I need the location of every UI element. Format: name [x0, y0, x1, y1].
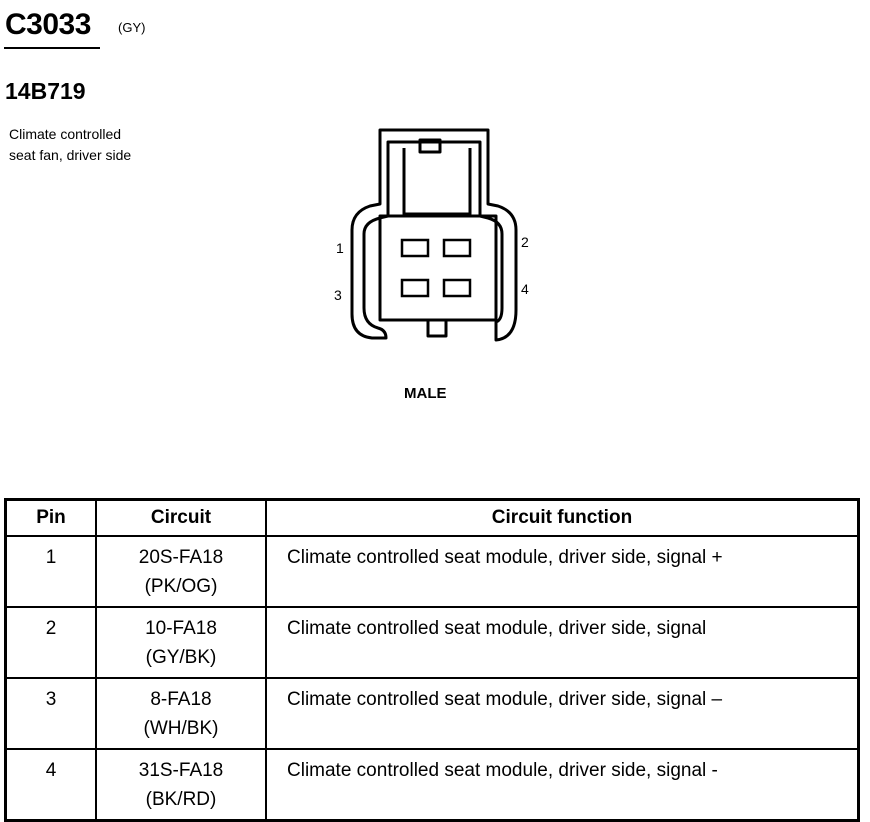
circuit-id: 10-FA18	[145, 618, 217, 639]
pin-cavity-1	[402, 240, 428, 256]
circuit-cell	[96, 607, 266, 678]
description	[9, 124, 209, 166]
function-cell: Climate controlled seat module, driver side, signal –	[266, 678, 859, 749]
header-circuit-function: Circuit function	[266, 500, 859, 537]
circuit-cell	[96, 678, 266, 749]
circuit-id: 31S-FA18	[138, 760, 224, 781]
table-header-row	[6, 500, 859, 537]
housing-outline	[352, 130, 516, 340]
function-cell: Climate controlled seat module, driver side, signal -	[266, 749, 859, 821]
wire-color: (PK/OG)	[144, 576, 218, 597]
connector-id: C3033	[5, 8, 91, 41]
pin-cell: 2	[6, 607, 97, 678]
latch-slot	[404, 148, 470, 214]
circuit-cell	[96, 536, 266, 607]
pin-cell: 1	[6, 536, 97, 607]
bottom-key	[428, 320, 446, 336]
header-circuit: Circuit	[96, 500, 266, 537]
pin-cavity-2	[444, 240, 470, 256]
table-row	[6, 607, 859, 678]
connector-face-diagram	[320, 118, 550, 358]
pin-label-3: 3	[334, 287, 342, 303]
wire-color: (WH/BK)	[143, 718, 219, 739]
function-cell: Climate controlled seat module, driver side, signal +	[266, 536, 859, 607]
description-line: seat fan, driver side	[9, 147, 132, 163]
pin-cavity-3	[402, 280, 428, 296]
pin-label-4: 4	[521, 281, 529, 297]
wire-color: (BK/RD)	[145, 789, 217, 810]
pin-label-2: 2	[521, 234, 529, 250]
circuit-id: 20S-FA18	[138, 547, 224, 568]
table-row	[6, 749, 859, 821]
connector-id-underline	[4, 47, 100, 49]
function-cell: Climate controlled seat module, driver side, signal	[266, 607, 859, 678]
description-line: Climate controlled	[9, 126, 122, 142]
pin-cell: 3	[6, 678, 97, 749]
header-pin: Pin	[6, 500, 97, 537]
view-label: MALE	[404, 385, 447, 402]
color-code: (GY)	[118, 20, 146, 35]
circuit-id: 8-FA18	[150, 689, 212, 710]
table-row	[6, 536, 859, 607]
circuit-cell	[96, 749, 266, 821]
pin-cavity-4	[444, 280, 470, 296]
wire-color: (GY/BK)	[145, 647, 217, 668]
pin-label-1: 1	[336, 240, 344, 256]
part-number: 14B719	[5, 78, 86, 104]
pin-cell: 4	[6, 749, 97, 821]
table-row	[6, 678, 859, 749]
pinout-table	[4, 498, 860, 822]
terminal-body	[380, 216, 496, 320]
